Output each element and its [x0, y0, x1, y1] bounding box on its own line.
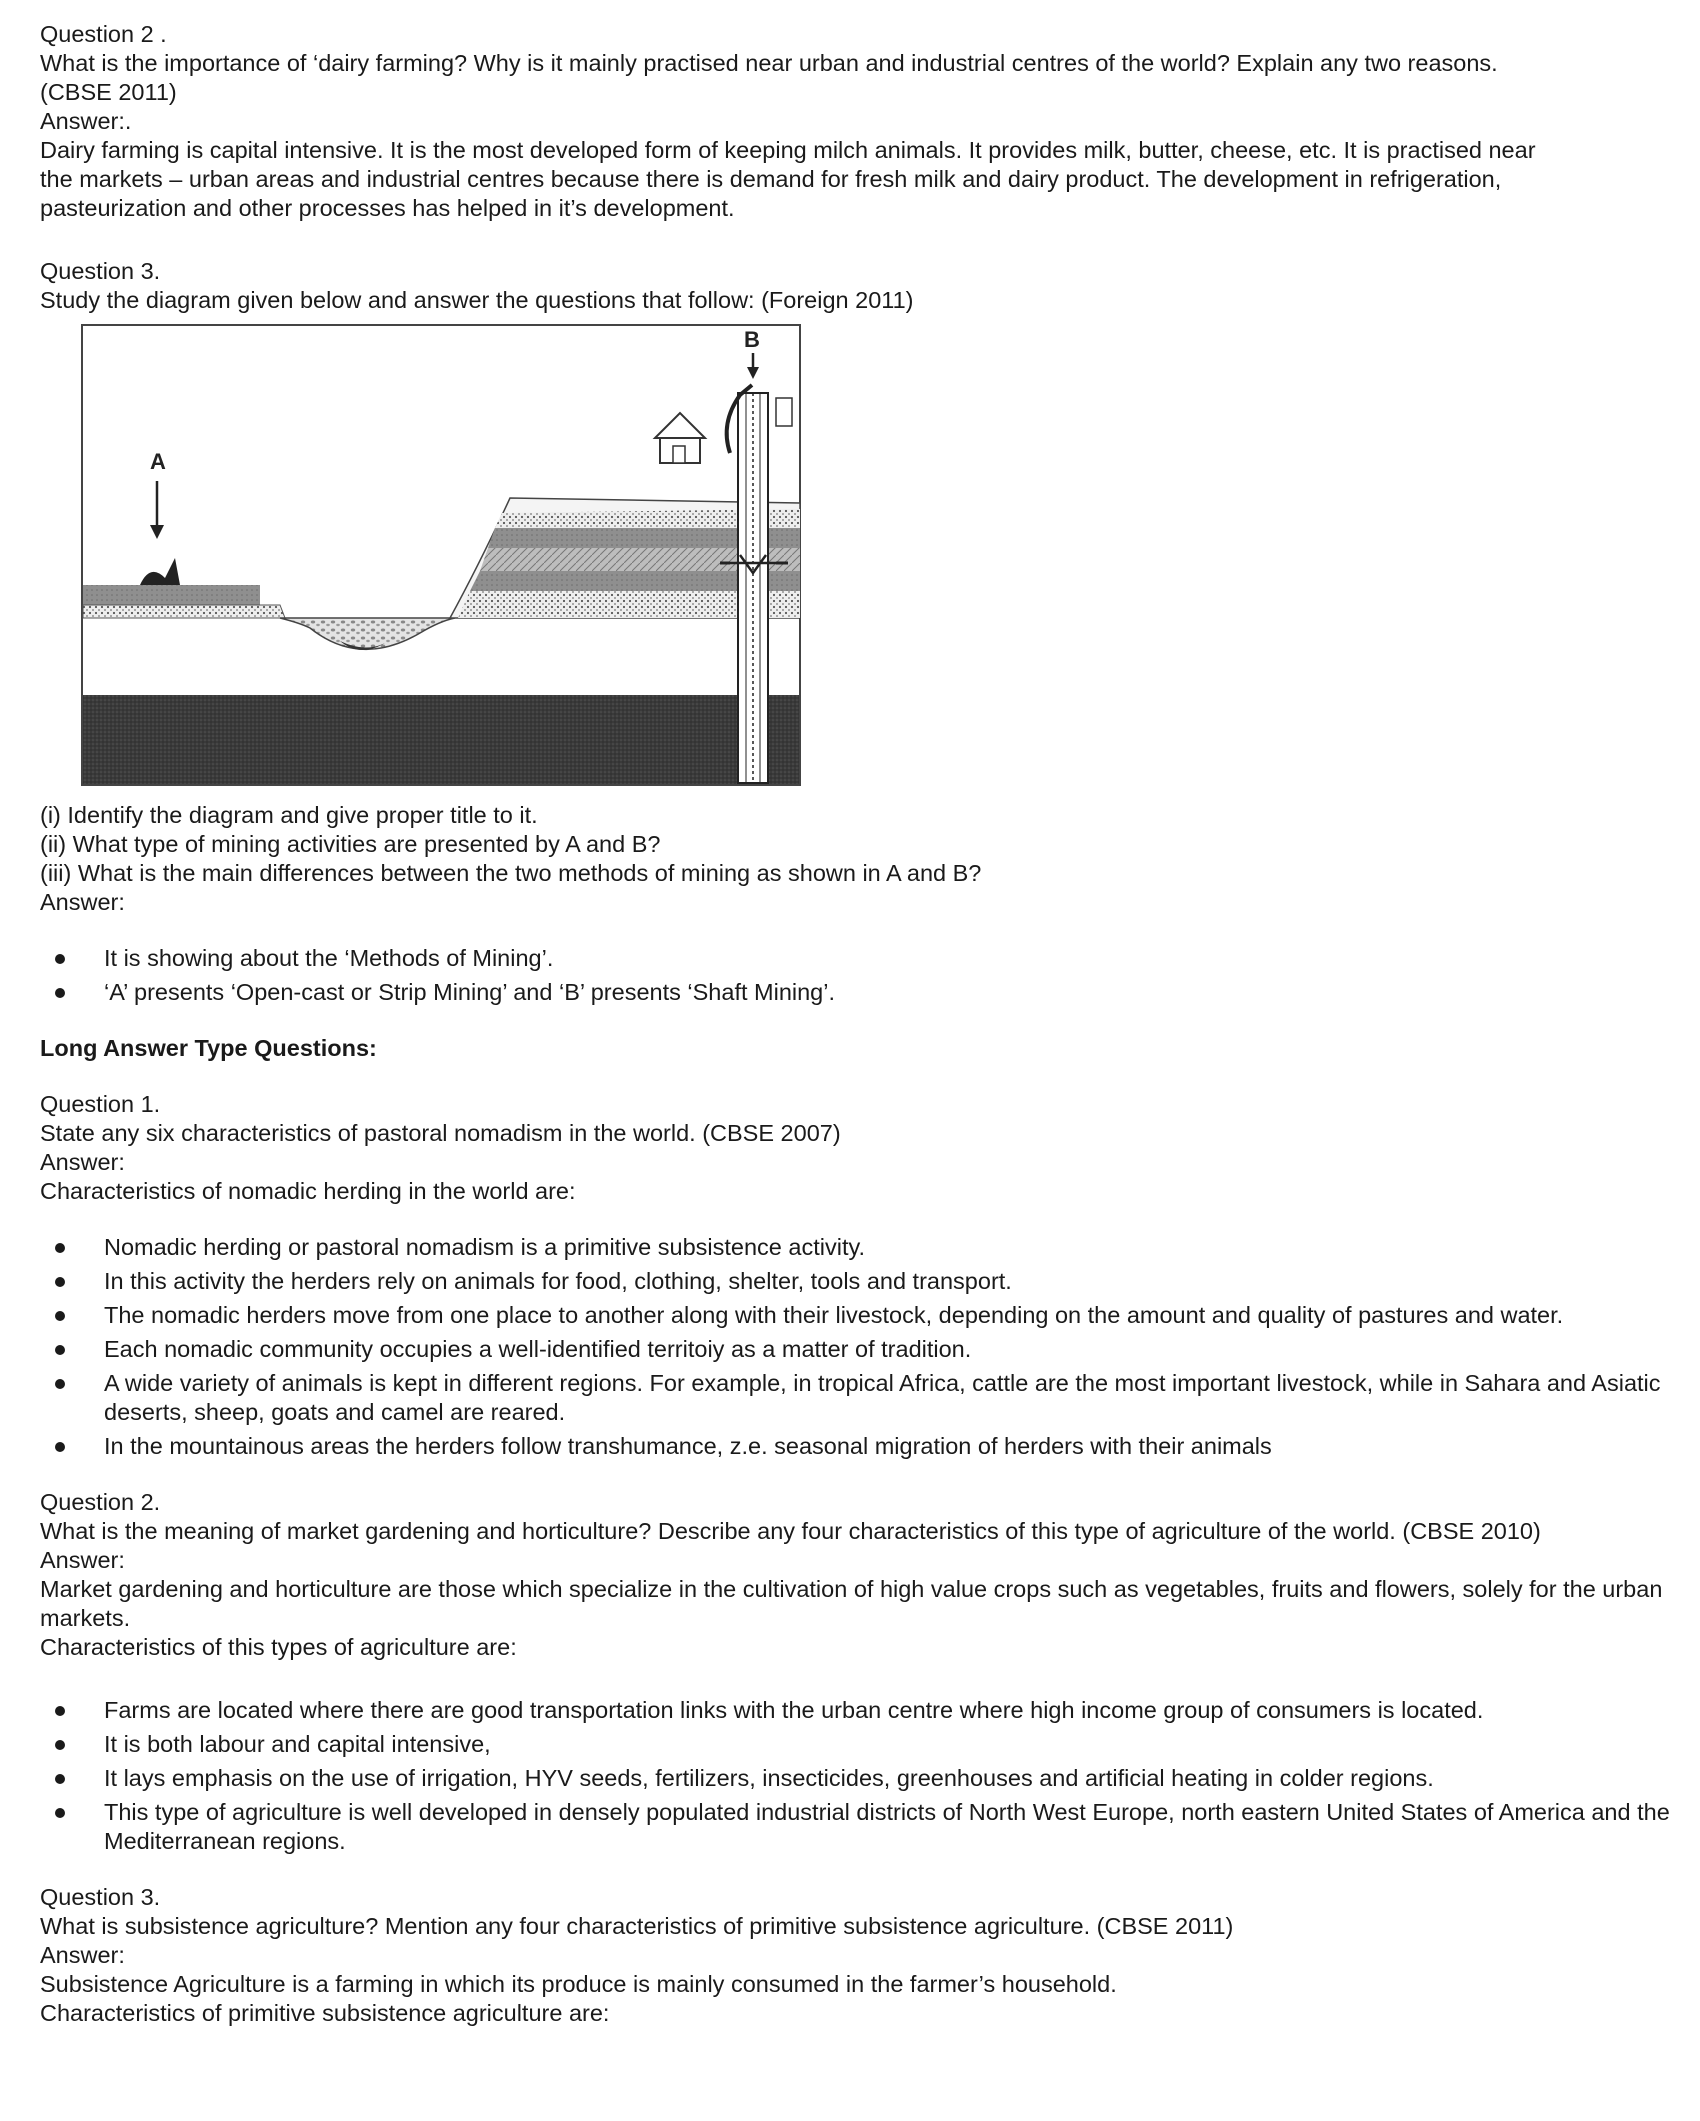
answer-line: pasteurization and other processes has helped in it’s development.: [40, 195, 735, 221]
list-item: In this activity the herders rely on animals for food, clothing, shelter, tools and transport.: [40, 1267, 1680, 1296]
list-item: In the mountainous areas the herders follow transhumance, z.e. seasonal migration of herders with their animals: [40, 1432, 1680, 1461]
list-item: The nomadic herders move from one place to another along with their livestock, depending on the amount and quality of pastures and water.: [40, 1301, 1680, 1330]
sub-question: (i) Identify the diagram and give proper title to it.: [40, 802, 538, 828]
question-title: Question 3.: [40, 258, 161, 284]
diagram-label-b: B: [744, 327, 760, 352]
left-mineral-layer: [83, 605, 285, 618]
question-text: What is the importance of ‘dairy farming? Why is it mainly practised near urban and industrial centres of the world? Explain any two reasons.: [40, 50, 1498, 76]
answer-bullet-list: [40, 944, 1680, 1007]
sub-question: (ii) What type of mining activities are presented by A and B?: [40, 831, 661, 857]
left-surface-layer: [83, 585, 260, 605]
bedrock-layer: [83, 695, 799, 784]
list-item: Nomadic herding or pastoral nomadism is a primitive subsistence activity.: [40, 1233, 1680, 1262]
list-item: It lays emphasis on the use of irrigation, HYV seeds, fertilizers, insecticides, greenhouses and artificial heating in colder regions.: [40, 1764, 1680, 1793]
sub-question: (iii) What is the main differences between the two methods of mining as shown in A and B?: [40, 860, 982, 886]
question-source: (CBSE 2011): [40, 79, 177, 105]
list-item: This type of agriculture is well developed in densely populated industrial districts of North West Europe, north eastern United States of America and the Mediterranean regions.: [40, 1798, 1680, 1856]
answer-line: the markets – urban areas and industrial centres because there is demand for fresh milk and dairy product. The development in refrigeration,: [40, 166, 1502, 192]
question-text: What is the meaning of market gardening and horticulture? Describe any four characteristics of this type of agriculture of the world. (CBSE 2010): [40, 1518, 1541, 1544]
list-item: Each nomadic community occupies a well-identified territoiy as a matter of tradition.: [40, 1335, 1680, 1364]
question-text: State any six characteristics of pastoral nomadism in the world. (CBSE 2007): [40, 1120, 841, 1146]
diagram-label-a: A: [150, 449, 166, 474]
answer-label: Answer:: [40, 1149, 125, 1175]
question-title: Question 1.: [40, 1091, 161, 1117]
answer-label: Answer:: [40, 1942, 125, 1968]
answer-intro: Characteristics of this types of agriculture are:: [40, 1634, 517, 1660]
answer-text: Subsistence Agriculture is a farming in which its produce is mainly consumed in the farmer’s household.: [40, 1971, 1117, 1997]
answer-bullet-list: [40, 1233, 1680, 1461]
mining-methods-diagram: [40, 323, 820, 793]
answer-intro: Characteristics of primitive subsistence agriculture are:: [40, 2000, 610, 2026]
question-text: What is subsistence agriculture? Mention any four characteristics of primitive subsistence agriculture. (CBSE 2011): [40, 1913, 1234, 1939]
mining-diagram-svg: [40, 323, 820, 793]
question-text: Study the diagram given below and answer the questions that follow: (Foreign 2011): [40, 287, 914, 313]
answer-text: Market gardening and horticulture are those which specialize in the cultivation of high value crops such as vegetables, fruits and flowers, solely for the urban markets.: [40, 1576, 1663, 1631]
answer-line: Dairy farming is capital intensive. It is the most developed form of keeping milch animals. It provides milk, butter, cheese, etc. It is practised near: [40, 137, 1536, 163]
list-item: It is both labour and capital intensive,: [40, 1730, 1680, 1759]
answer-label: Answer:: [40, 889, 125, 915]
answer-bullet-list: [40, 1696, 1680, 1856]
answer-label: Answer:.: [40, 108, 132, 134]
list-item: A wide variety of animals is kept in different regions. For example, in tropical Africa, cattle are the most important livestock, while in Sahara and Asiatic deserts, sheep, goats and camel are reared.: [40, 1369, 1680, 1427]
list-item: ‘A’ presents ‘Open-cast or Strip Mining’ and ‘B’ presents ‘Shaft Mining’.: [40, 978, 1680, 1007]
question-title: Question 2.: [40, 1489, 161, 1515]
section-heading: Long Answer Type Questions:: [40, 1035, 377, 1061]
question-title: Question 3.: [40, 1884, 161, 1910]
answer-intro: Characteristics of nomadic herding in the world are:: [40, 1178, 576, 1204]
answer-label: Answer:: [40, 1547, 125, 1573]
list-item: It is showing about the ‘Methods of Mining’.: [40, 944, 1680, 973]
document-page: [40, 20, 1680, 2028]
question-title: Question 2 .: [40, 21, 167, 47]
list-item: Farms are located where there are good transportation links with the urban centre where high income group of consumers is located.: [40, 1696, 1680, 1725]
